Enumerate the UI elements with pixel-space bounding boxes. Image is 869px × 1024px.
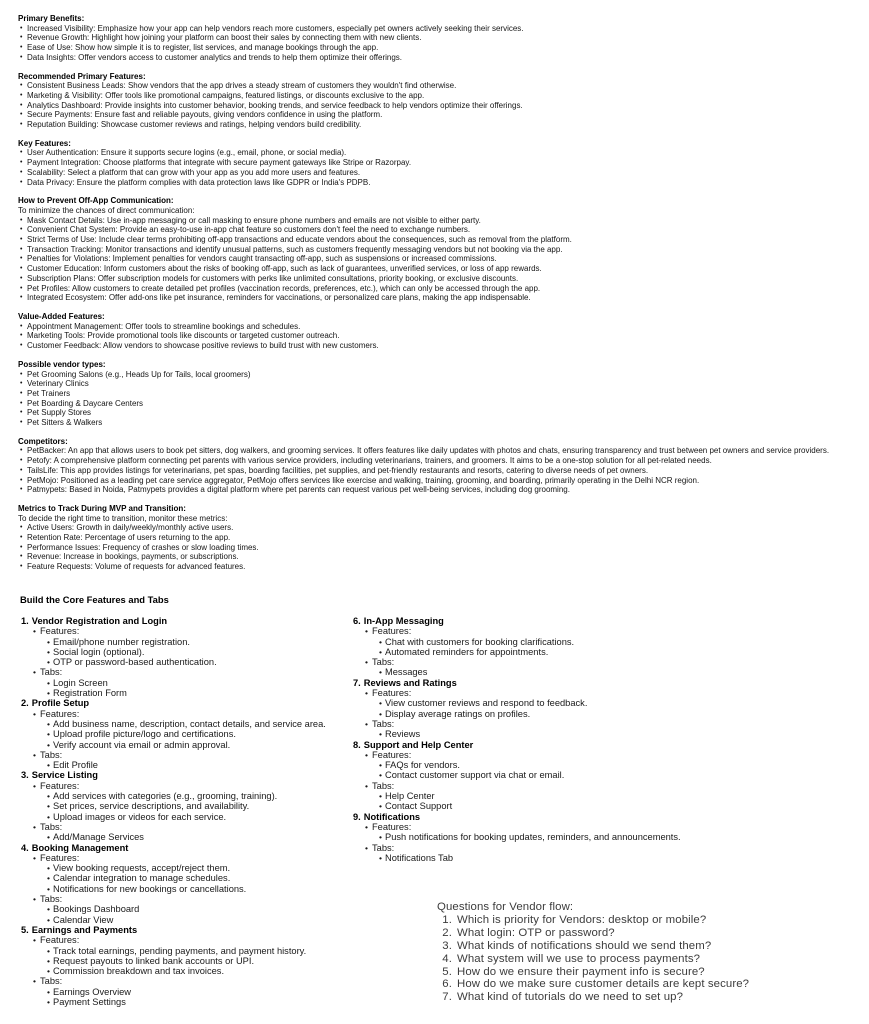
bullet-item: • User Authentication: Ensure it supports secure logins (e.g., email, phone, or social media).: [18, 148, 861, 158]
bullet-item: • Payment Integration: Choose platforms that integrate with secure payment gateways like Stripe or Razorpay.: [18, 158, 861, 168]
sub-list: [372, 760, 843, 781]
sub-item: • Add business name, description, contact details, and service area.: [47, 719, 353, 729]
sub-item: • Login Screen: [47, 678, 353, 688]
question-row: [437, 978, 857, 991]
group-label: • Tabs:: [40, 749, 63, 760]
bullet-list: [18, 446, 861, 495]
bullet-item: • Retention Rate: Percentage of users returning to the app.: [18, 533, 861, 543]
core-feature-item: [353, 678, 843, 740]
question-row: [437, 966, 857, 979]
group: [365, 750, 843, 781]
bullet-item: • Marketing Tools: Provide promotional tools like discounts or targeted customer outreach.: [18, 331, 861, 341]
sub-item: • Reviews: [379, 729, 843, 739]
question-text: How do we ensure their payment info is secure?: [457, 965, 705, 978]
bullet-item: • Pet Boarding & Daycare Centers: [18, 399, 861, 409]
group-label: • Tabs:: [40, 667, 63, 678]
bullet-item: • Pet Supply Stores: [18, 408, 861, 418]
sub-item: • Request payouts to linked bank accounts or UPI.: [47, 956, 353, 966]
question-text: What system will we use to process payments?: [457, 952, 701, 965]
sub-list: [40, 719, 353, 750]
bullet-item: • Feature Requests: Volume of requests for advanced features.: [18, 562, 861, 572]
doc-section: [18, 72, 861, 130]
sub-item: • Add services with categories (e.g., grooming, training).: [47, 791, 353, 801]
core-features-left-column: [21, 616, 353, 1007]
sub-item: • Notifications Tab: [379, 853, 843, 863]
sub-item: • Chat with customers for booking clarifications.: [379, 637, 843, 647]
core-features-right-column: [353, 616, 843, 863]
group: [33, 894, 353, 925]
sub-list: [372, 832, 843, 842]
group-label: • Features:: [40, 935, 80, 946]
section-heading: Competitors:: [18, 436, 68, 446]
sub-item: • Payment Settings: [47, 997, 353, 1007]
group-label: • Features:: [372, 749, 412, 760]
section-intro: To decide the right time to transition, monitor these metrics:: [18, 513, 228, 523]
bullet-item: • Performance Issues: Frequency of crashes or slow loading times.: [18, 543, 861, 553]
question-row: [437, 991, 857, 1004]
bullet-item: • Pet Grooming Salons (e.g., Heads Up for Tails, local groomers): [18, 370, 861, 380]
bullet-item: • Active Users: Growth in daily/weekly/monthly active users.: [18, 523, 861, 533]
group-label: • Features:: [40, 780, 80, 791]
feature-tab-list: [21, 626, 353, 698]
feature-tab-list: [21, 853, 353, 925]
sub-list: [372, 853, 843, 863]
item-number: 8.: [353, 739, 361, 750]
sub-item: • Registration Form: [47, 688, 353, 698]
item-number: 5.: [21, 924, 29, 935]
core-feature-item: [353, 812, 843, 863]
core-feature-item: [21, 698, 353, 770]
questions-list: [437, 914, 857, 1004]
question-text: How do we make sure customer details are kept secure?: [457, 978, 750, 991]
question-number: 4.: [442, 952, 452, 965]
question-row: [437, 940, 857, 953]
group: [365, 843, 843, 864]
bullet-item: • Strict Terms of Use: Include clear terms prohibiting off-app transactions and educate vendors about the consequences, such as removal from the platform.: [18, 235, 861, 245]
sub-item: • FAQs for vendors.: [379, 760, 843, 770]
section-heading: How to Prevent Off-App Communication:: [18, 196, 174, 206]
bullet-item: • Patmypets: Based in Noida, Patmypets provides a digital platform where pet parents can request various pet well-being services, including dog grooming.: [18, 485, 861, 495]
question-row: [437, 914, 857, 927]
sub-item: • Upload images or videos for each service.: [47, 812, 353, 822]
question-number: 6.: [442, 978, 452, 991]
sub-item: • Automated reminders for appointments.: [379, 647, 843, 657]
sub-list: [40, 678, 353, 699]
section-heading: Metrics to Track During MVP and Transition:: [18, 503, 186, 513]
group: [33, 667, 353, 698]
bullet-item: • Consistent Business Leads: Show vendors that the app drives a steady stream of customers they wouldn't find otherwise.: [18, 81, 861, 91]
feature-tab-list: [353, 626, 843, 677]
sub-item: • OTP or password-based authentication.: [47, 657, 353, 667]
question-row: [437, 927, 857, 940]
group: [33, 626, 353, 667]
core-feature-item: [21, 616, 353, 698]
core-feature-item: [21, 843, 353, 925]
item-number: 3.: [21, 770, 29, 781]
bullet-item: • Pet Trainers: [18, 389, 861, 399]
bullet-item: • Transaction Tracking: Monitor transactions and identify unusual patterns, such as customers frequently messaging vendors but not booking via the app.: [18, 245, 861, 255]
doc-section: [18, 312, 861, 351]
group: [365, 688, 843, 719]
core-feature-title: [353, 740, 843, 750]
core-feature-title: [353, 812, 843, 822]
group-label: • Tabs:: [372, 657, 395, 668]
bullet-item: • Customer Education: Inform customers about the risks of booking off-app, such as lack of guarantees, unverified services, or loss of app rewards.: [18, 264, 861, 274]
feature-tab-list: [353, 688, 843, 739]
sub-item: • Commission breakdown and tax invoices.: [47, 966, 353, 976]
bullet-item: • Revenue: Increase in bookings, payments, or subscriptions.: [18, 552, 861, 562]
group-label: • Features:: [40, 708, 80, 719]
sub-list: [40, 637, 353, 668]
group: [365, 822, 843, 843]
core-feature-item: [21, 925, 353, 1007]
sub-list: [40, 832, 353, 842]
bullet-item: • Veterinary Clinics: [18, 379, 861, 389]
core-feature-title: [21, 698, 353, 708]
item-number: 6.: [353, 616, 361, 626]
group-label: • Features:: [372, 821, 412, 832]
questions-block: [437, 901, 857, 1004]
sub-item: • Notifications for new bookings or cancellations.: [47, 884, 353, 894]
core-features-heading: Build the Core Features and Tabs: [20, 594, 169, 605]
sub-item: • Contact Support: [379, 801, 843, 811]
bullet-item: • Revenue Growth: Highlight how joining your platform can boost their sales by connecting them with new clients.: [18, 33, 861, 43]
bullet-item: • Pet Profiles: Allow customers to create detailed pet profiles (vaccination records, preferences, etc.), which can only be accessed through the app.: [18, 284, 861, 294]
sub-item: • Set prices, service descriptions, and availability.: [47, 801, 353, 811]
core-feature-title: [353, 678, 843, 688]
doc-section: [18, 437, 861, 495]
bullet-item: • Convenient Chat System: Provide an easy-to-use in-app chat feature so customers don't feel the need to exchange numbers.: [18, 225, 861, 235]
feature-tab-list: [353, 750, 843, 812]
question-text: What login: OTP or password?: [457, 926, 615, 939]
bullet-list: [18, 370, 861, 428]
sub-list: [372, 637, 843, 658]
sub-list: [40, 904, 353, 925]
item-title-text: Booking Management: [31, 842, 129, 853]
question-number: 2.: [442, 926, 452, 939]
bullet-item: • TailsLife: This app provides listings for veterinarians, pet spas, boarding facilities, pet supplies, and pet-friendly restaurants and resorts, catering to diverse needs of pet owners.: [18, 466, 861, 476]
bullet-item: • Mask Contact Details: Use in-app messaging or call masking to ensure phone numbers and emails are not visible to either party.: [18, 216, 861, 226]
sub-item: • Verify account via email or admin approval.: [47, 740, 353, 750]
sub-list: [40, 946, 353, 977]
group-label: • Features:: [372, 688, 412, 699]
bullet-list: [18, 148, 861, 187]
bullet-item: • Subscription Plans: Offer subscription models for customers with perks like unlimited consultations, priority booking, or exclusive discounts.: [18, 274, 861, 284]
sub-list: [40, 987, 353, 1008]
feature-tab-list: [353, 822, 843, 863]
core-feature-item: [353, 740, 843, 812]
questions-title: Questions for Vendor flow:: [437, 901, 574, 913]
bullet-list: [18, 24, 861, 63]
bullet-item: • Petofy: A comprehensive platform connecting pet parents with various service providers, including veterinarians, trainers, and groomers. It aims to be a one-stop solution for all pet-related needs.: [18, 456, 861, 466]
bullet-item: • PetMojo: Positioned as a leading pet care service aggregator, PetMojo offers services like exercise and walking, training, grooming, and boarding, primarily operating in the Delhi NCR region.: [18, 476, 861, 486]
question-text: What kind of tutorials do we need to set up?: [457, 991, 684, 1004]
bullet-item: • Increased Visibility: Emphasize how your app can help vendors reach more customers, especially pet owners actively seeking their services.: [18, 24, 861, 34]
item-title-text: Profile Setup: [31, 698, 90, 709]
bullet-item: • Customer Feedback: Allow vendors to showcase positive reviews to build trust with new customers.: [18, 341, 861, 351]
core-feature-title: [21, 770, 353, 780]
core-feature-item: [353, 616, 843, 678]
question-text: What kinds of notifications should we send them?: [457, 939, 712, 952]
sub-list: [40, 791, 353, 822]
item-number: 7.: [353, 677, 361, 688]
item-title-text: Service Listing: [31, 770, 98, 781]
group: [33, 822, 353, 843]
sub-list: [372, 791, 843, 812]
bullet-item: • Analytics Dashboard: Provide insights into customer behavior, booking trends, and service feedback to help vendors optimize their offerings.: [18, 101, 861, 111]
question-row: [437, 953, 857, 966]
group-label: • Tabs:: [372, 842, 395, 853]
group-label: • Tabs:: [40, 976, 63, 987]
bullet-list: [18, 322, 861, 351]
sub-list: [372, 667, 843, 677]
sub-item: • Email/phone number registration.: [47, 637, 353, 647]
section-heading: Key Features:: [18, 138, 71, 148]
item-title-text: Vendor Registration and Login: [31, 616, 168, 626]
core-feature-title: [21, 616, 353, 626]
doc-section: [18, 139, 861, 188]
section-heading: Value-Added Features:: [18, 311, 105, 321]
bullet-list: [18, 523, 861, 572]
core-feature-item: [21, 770, 353, 842]
item-number: 2.: [21, 698, 29, 709]
question-number: 1.: [442, 913, 452, 926]
sub-item: • View booking requests, accept/reject them.: [47, 863, 353, 873]
question-number: 3.: [442, 939, 452, 952]
group: [33, 976, 353, 1007]
group-label: • Tabs:: [40, 894, 63, 905]
bullet-item: • Secure Payments: Ensure fast and reliable payouts, giving vendors confidence in using the platform.: [18, 110, 861, 120]
item-title-text: Earnings and Payments: [31, 924, 138, 935]
bullet-list: [18, 216, 861, 303]
sub-item: • Earnings Overview: [47, 987, 353, 997]
core-feature-title: [353, 616, 843, 626]
group: [33, 935, 353, 976]
group: [33, 853, 353, 894]
item-number: 4.: [21, 842, 29, 853]
bullet-item: • Pet Sitters & Walkers: [18, 418, 861, 428]
bullet-list: [18, 81, 861, 130]
sub-item: • View customer reviews and respond to feedback.: [379, 698, 843, 708]
bullet-item: • Penalties for Violations: Implement penalties for vendors caught transacting off-app, such as suspensions or increased commissions.: [18, 254, 861, 264]
group-label: • Tabs:: [372, 780, 395, 791]
feature-tab-list: [21, 781, 353, 843]
doc-section: [18, 504, 861, 572]
group: [33, 750, 353, 771]
sub-item: • Push notifications for booking updates, reminders, and announcements.: [379, 832, 843, 842]
bullet-item: • Ease of Use: Show how simple it is to register, list services, and manage bookings through the app.: [18, 43, 861, 53]
section-intro: To minimize the chances of direct communication:: [18, 205, 195, 215]
question-number: 7.: [442, 991, 452, 1004]
bullet-item: • PetBacker: An app that allows users to book pet sitters, dog walkers, and grooming services. It offers features like daily updates with photos and chats, ensuring transparency and trust between pet owners and service providers.: [18, 446, 861, 456]
sub-item: • Track total earnings, pending payments, and payment history.: [47, 946, 353, 956]
group: [365, 626, 843, 657]
sub-item: • Messages: [379, 667, 843, 677]
question-text: Which is priority for Vendors: desktop or mobile?: [457, 913, 707, 926]
group-label: • Features:: [40, 626, 80, 637]
sub-list: [372, 729, 843, 739]
sub-list: [372, 698, 843, 719]
question-number: 5.: [442, 965, 452, 978]
sub-item: • Edit Profile: [47, 760, 353, 770]
group-label: • Tabs:: [40, 821, 63, 832]
section-heading: Recommended Primary Features:: [18, 71, 146, 81]
group-label: • Tabs:: [372, 718, 395, 729]
item-number: 9.: [353, 811, 361, 822]
section-heading: Primary Benefits:: [18, 14, 85, 23]
item-title-text: Reviews and Ratings: [363, 677, 457, 688]
group: [365, 719, 843, 740]
sub-item: • Bookings Dashboard: [47, 904, 353, 914]
bullet-item: • Marketing & Visibility: Offer tools like promotional campaigns, featured listings, or discounts exclusive to the app.: [18, 91, 861, 101]
sub-item: • Upload profile picture/logo and certifications.: [47, 729, 353, 739]
sub-item: • Help Center: [379, 791, 843, 801]
sub-item: • Display average ratings on profiles.: [379, 709, 843, 719]
doc-section: [18, 196, 861, 303]
notes-document: [18, 14, 861, 581]
group-label: • Features:: [372, 626, 412, 637]
bullet-item: • Scalability: Select a platform that can grow with your app as you add more users and features.: [18, 168, 861, 178]
group-label: • Features:: [40, 852, 80, 863]
bullet-item: • Appointment Management: Offer tools to streamline bookings and schedules.: [18, 322, 861, 332]
feature-tab-list: [21, 709, 353, 771]
group: [33, 781, 353, 822]
item-title-text: Notifications: [363, 811, 421, 822]
doc-section: [18, 360, 861, 428]
section-heading: Possible vendor types:: [18, 359, 106, 369]
bullet-item: • Reputation Building: Showcase customer reviews and ratings, helping vendors build credibility.: [18, 120, 861, 130]
group: [33, 709, 353, 750]
sub-item: • Contact customer support via chat or email.: [379, 770, 843, 780]
bullet-item: • Data Insights: Offer vendors access to customer analytics and trends to help them optimize their offerings.: [18, 53, 861, 63]
sub-item: • Social login (optional).: [47, 647, 353, 657]
core-feature-title: [21, 843, 353, 853]
sub-list: [40, 863, 353, 894]
item-title-text: Support and Help Center: [363, 739, 474, 750]
item-title-text: In-App Messaging: [363, 616, 444, 626]
sub-list: [40, 760, 353, 770]
group: [365, 657, 843, 678]
feature-tab-list: [21, 935, 353, 1007]
sub-item: • Calendar View: [47, 915, 353, 925]
doc-section: [18, 14, 861, 63]
sub-item: • Add/Manage Services: [47, 832, 353, 842]
core-feature-title: [21, 925, 353, 935]
bullet-item: • Data Privacy: Ensure the platform complies with data protection laws like GDPR or India's PDPB.: [18, 178, 861, 188]
item-number: 1.: [21, 616, 29, 626]
sub-item: • Calendar integration to manage schedules.: [47, 873, 353, 883]
group: [365, 781, 843, 812]
bullet-item: • Integrated Ecosystem: Offer add-ons like pet insurance, reminders for vaccinations, or personalized care plans, making the app indispensable.: [18, 293, 861, 303]
